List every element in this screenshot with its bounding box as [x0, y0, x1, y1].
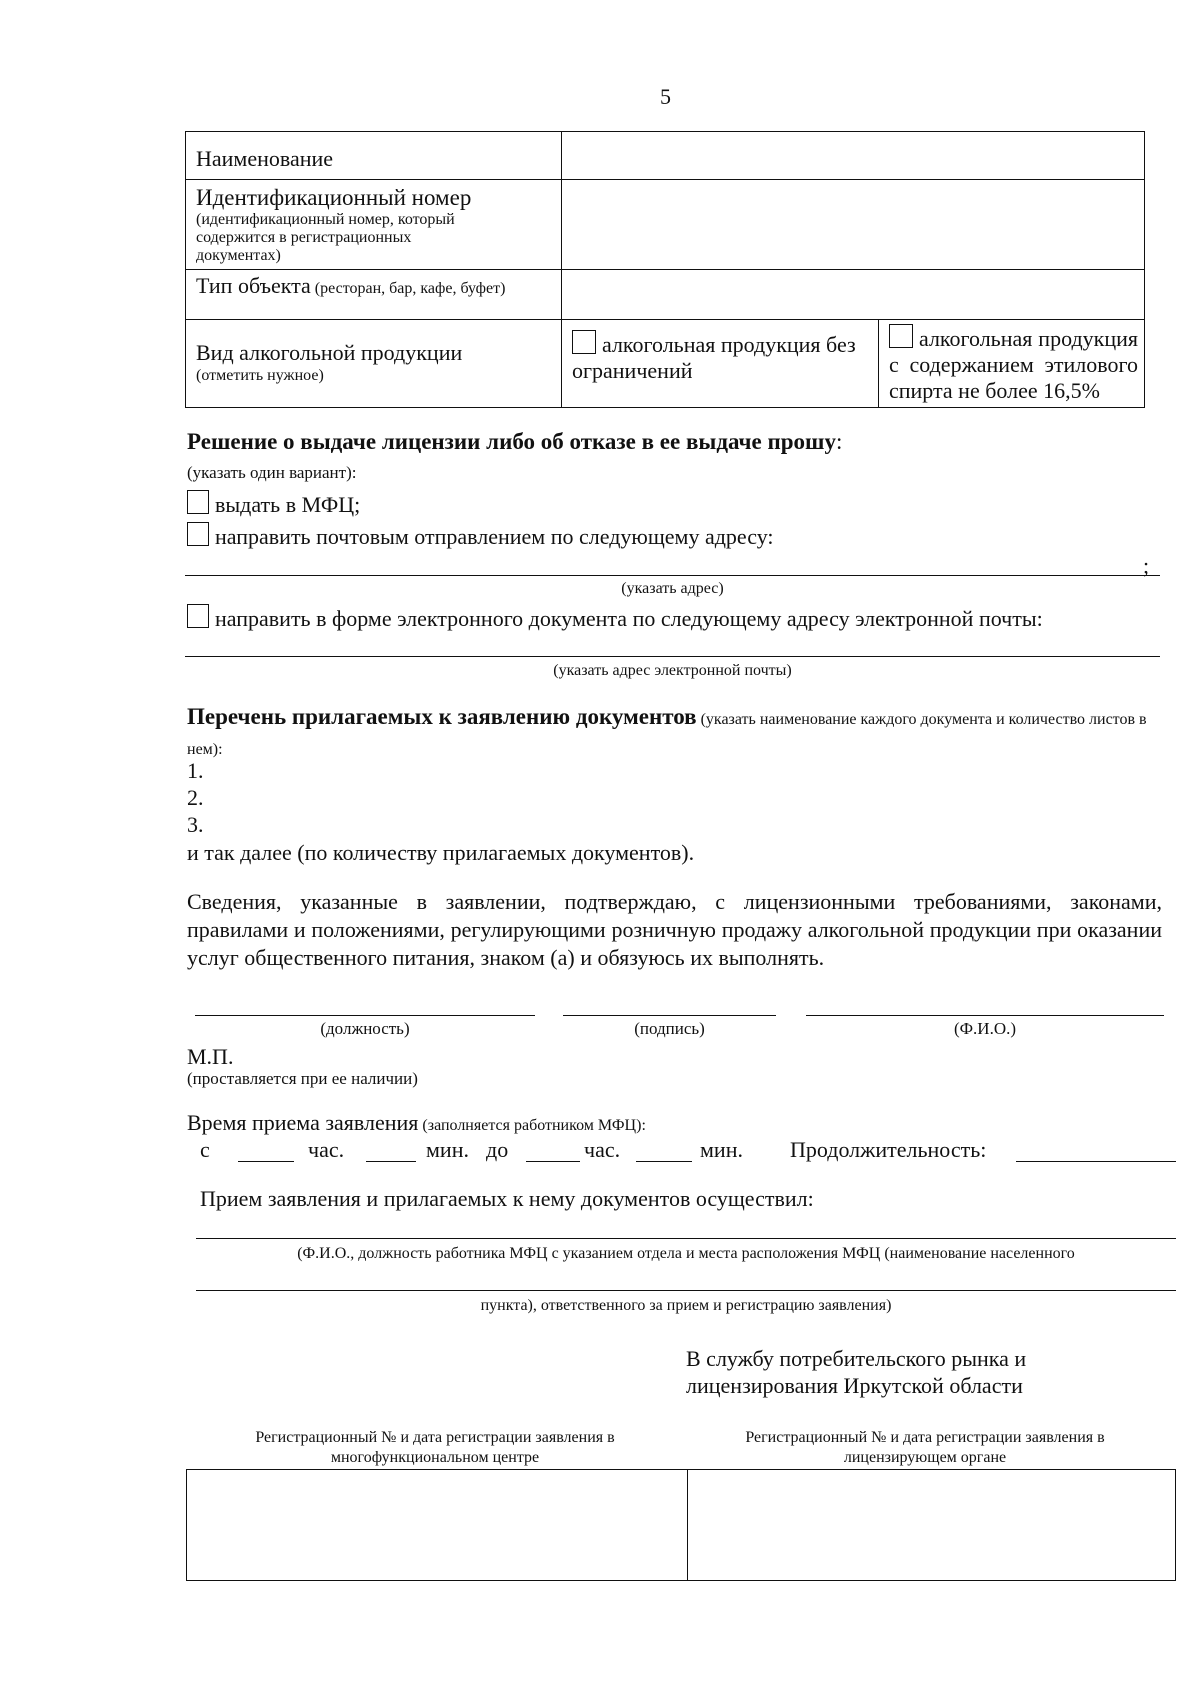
from-minutes-field[interactable]: [366, 1161, 416, 1162]
decision-heading-wrap: [187, 428, 842, 455]
kind-note: (отметить нужное): [196, 367, 324, 384]
kind-label-cell: [186, 320, 562, 408]
type-label: Тип объекта: [196, 273, 311, 298]
unlimited-checkbox[interactable]: [572, 330, 596, 354]
reception-time-row: [0, 1137, 1200, 1167]
option-post[interactable]: [187, 522, 774, 550]
reception-time-note: (заполняется работником МФЦ):: [422, 1117, 646, 1134]
name-value-cell[interactable]: [562, 132, 1145, 180]
duration-field[interactable]: [1016, 1161, 1176, 1162]
documents-hint: (указать наименование каждого документа и количество листов в нем):: [187, 711, 1147, 758]
signature-caption: (подпись): [634, 1019, 705, 1038]
reception-time-wrap: [187, 1110, 646, 1136]
documents-heading-wrap: [187, 703, 1162, 765]
type-value-cell[interactable]: [562, 270, 1145, 320]
address-hint-wrap: [185, 579, 1160, 598]
decision-hint: (указать один вариант):: [187, 463, 357, 482]
confirmation-text: Сведения, указанные в заявлении, подтверждаю, с лицензионными требованиями, законами, правилами и положениями, регулирующими розничную продажу алкогольной продукции при оказании услуг общественного питания, знаком (а) и обязуюсь их выполнять.: [187, 889, 1162, 970]
address-line[interactable]: [185, 575, 1160, 576]
to-hours-unit: час.: [584, 1137, 621, 1162]
type-label-cell: [186, 270, 562, 320]
fio-caption: (Ф.И.О.): [953, 1019, 1017, 1038]
time-from: с: [200, 1137, 210, 1162]
accepted-label: Прием заявления и прилагаемых к нему документов осуществил:: [200, 1186, 814, 1211]
signature-line[interactable]: [563, 1015, 776, 1016]
email-hint: (указать адрес электронной почты): [553, 662, 792, 679]
email-line[interactable]: [185, 656, 1160, 657]
post-label: направить почтовым отправлением по следующему адресу:: [215, 524, 774, 549]
decision-heading-colon: :: [835, 429, 843, 454]
limited-label: алкогольная продукция с содержанием этилового спирта не более 16,5%: [889, 326, 1138, 403]
employee-line-1[interactable]: [196, 1238, 1176, 1239]
name-label: Наименование: [196, 146, 334, 171]
mfc-label: выдать в МФЦ;: [215, 492, 361, 517]
to-minutes-unit: мин.: [700, 1137, 743, 1162]
mfc-checkbox[interactable]: [187, 490, 209, 514]
option-email[interactable]: [187, 604, 1043, 632]
post-checkbox[interactable]: [187, 522, 209, 546]
duration-label: Продолжительность:: [790, 1137, 987, 1162]
registration-table: [186, 1469, 1176, 1581]
registration-left-cell[interactable]: [187, 1470, 688, 1581]
id-note: (идентификационный номер, который содержится в регистрационных документах): [196, 211, 455, 264]
documents-heading: Перечень прилагаемых к заявлению документов: [187, 704, 697, 729]
position-line[interactable]: [195, 1015, 535, 1016]
decision-heading: Решение о выдаче лицензии либо об отказе в ее выдаче прошу: [187, 429, 836, 454]
option-mfc[interactable]: [187, 490, 360, 518]
unlimited-label: алкогольная продукция без ограничений: [572, 332, 856, 383]
documents-item-1: 1.: [187, 758, 204, 783]
time-to: до: [486, 1137, 509, 1162]
documents-etc: и так далее (по количеству прилагаемых документов).: [187, 840, 695, 865]
page-number: 5: [660, 84, 671, 109]
email-label: направить в форме электронного документа по следующему адресу электронной почты:: [215, 606, 1043, 631]
type-note: (ресторан, бар, кафе, буфет): [314, 280, 506, 297]
stamp-label: М.П.: [187, 1044, 234, 1069]
object-table: [185, 131, 1145, 408]
fio-line[interactable]: [806, 1015, 1164, 1016]
addressee-line-1: В службу потребительского рынка и: [686, 1346, 1027, 1371]
kind-option-unlimited-cell[interactable]: [562, 320, 879, 408]
limited-checkbox[interactable]: [889, 324, 913, 348]
email-hint-wrap: [185, 661, 1160, 680]
email-checkbox[interactable]: [187, 604, 209, 628]
employee-note-2: пункта), ответственного за прием и регистрацию заявления): [480, 1297, 892, 1314]
employee-line-2[interactable]: [196, 1290, 1176, 1291]
documents-item-2: 2.: [187, 785, 204, 810]
id-label: Идентификационный номер: [196, 185, 472, 210]
to-minutes-field[interactable]: [636, 1161, 692, 1162]
registration-right-caption: Регистрационный № и дата регистрации заявления в лицензирующем органе: [745, 1429, 1105, 1466]
registration-left-caption: Регистрационный № и дата регистрации заявления в многофункциональном центре: [255, 1429, 615, 1466]
to-hours-field[interactable]: [526, 1161, 580, 1162]
kind-label: Вид алкогольной продукции: [196, 340, 463, 365]
addressee-line-2: лицензирования Иркутской области: [686, 1373, 1023, 1398]
from-hours-unit: час.: [308, 1137, 345, 1162]
address-hint: (указать адрес): [621, 580, 724, 597]
address-semicolon: ;: [1143, 553, 1150, 578]
id-value-cell[interactable]: [562, 180, 1145, 270]
registration-right-cell[interactable]: [688, 1470, 1176, 1581]
name-label-cell: [186, 132, 562, 180]
reception-time-label: Время приема заявления: [187, 1110, 419, 1135]
documents-item-3: 3.: [187, 812, 204, 837]
employee-note-1: (Ф.И.О., должность работника МФЦ с указанием отдела и места расположения МФЦ (наименование населенного: [297, 1245, 1075, 1262]
from-hours-field[interactable]: [238, 1161, 294, 1162]
position-caption: (должность): [320, 1019, 410, 1038]
from-minutes-unit: мин.: [426, 1137, 469, 1162]
id-label-cell: [186, 180, 562, 270]
kind-option-limited-cell[interactable]: [879, 320, 1145, 408]
stamp-note: (проставляется при ее наличии): [187, 1069, 418, 1088]
